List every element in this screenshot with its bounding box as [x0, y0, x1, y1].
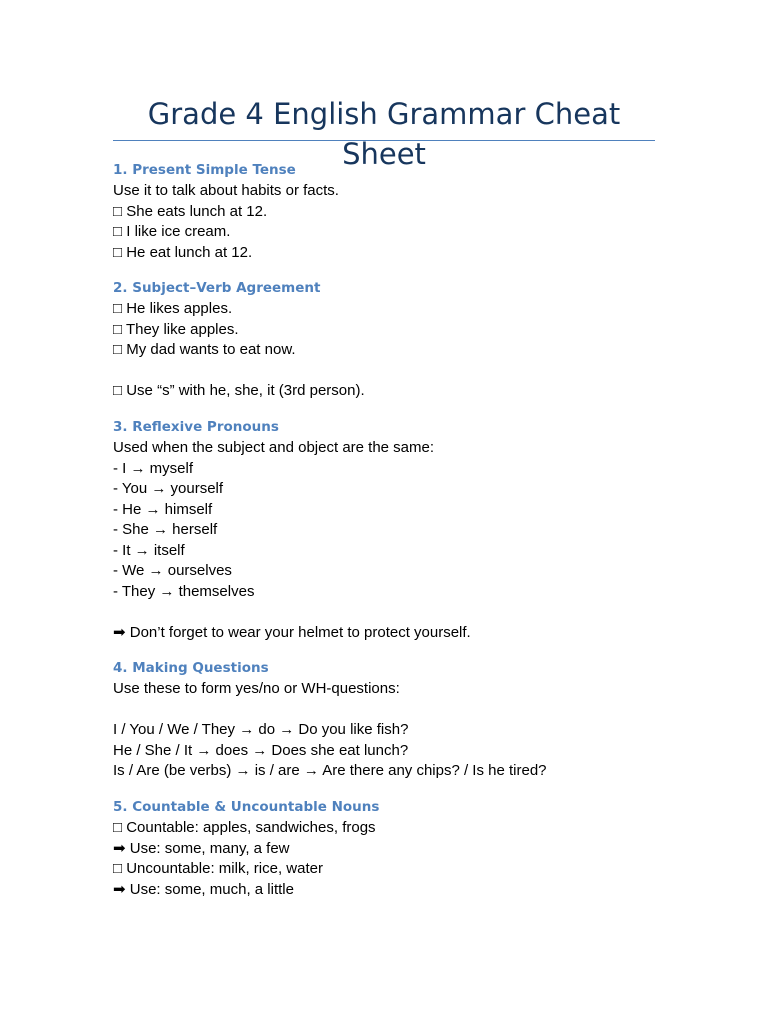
section-heading: 3. Reflexive Pronouns	[113, 419, 279, 435]
section-making-questions	[113, 657, 655, 782]
section-line: □ Use “s” with he, she, it (3rd person).	[113, 382, 365, 399]
section-line: Used when the subject and object are the same:	[113, 439, 435, 456]
section-line: Is / Are (be verbs) → is / are → Are there any chips? / Is he tired?	[113, 762, 547, 779]
section-heading: 2. Subject–Verb Agreement	[113, 280, 321, 296]
section-line: □ They like apples.	[113, 320, 239, 338]
section-line: □ Uncountable: milk, rice, water	[113, 860, 323, 877]
section-line: □ He eat lunch at 12.	[113, 243, 253, 261]
section-countable-uncountable	[113, 796, 655, 900]
section-line: - She → herself	[113, 521, 218, 538]
section-line: - It → itself	[113, 541, 185, 559]
blank-line	[113, 602, 655, 623]
section-reflexive-pronouns	[113, 416, 655, 643]
blank-line	[113, 361, 655, 382]
section-line: - You → yourself	[113, 480, 224, 497]
section-heading: 4. Making Questions	[113, 660, 269, 676]
section-heading: 5. Countable & Uncountable Nouns	[113, 799, 380, 815]
section-line: Use it to talk about habits or facts.	[113, 182, 339, 199]
section-line: Use these to form yes/no or WH-questions:	[113, 680, 400, 697]
section-line: □ My dad wants to eat now.	[113, 341, 296, 358]
section-heading: 1. Present Simple Tense	[113, 162, 296, 178]
section-line: ➡ Use: some, many, a few	[113, 839, 290, 857]
section-line: ➡ Don’t forget to wear your helmet to protect yourself.	[113, 623, 471, 641]
section-line: □ He likes apples.	[113, 300, 233, 317]
section-present-simple	[113, 159, 655, 263]
section-line: - We → ourselves	[113, 562, 232, 579]
page-title: Grade 4 English Grammar Cheat Sheet	[147, 97, 621, 171]
section-line: - They → themselves	[113, 582, 255, 600]
section-line: - He → himself	[113, 500, 213, 518]
section-line: □ Countable: apples, sandwiches, frogs	[113, 819, 376, 836]
blank-line	[113, 700, 655, 721]
section-line: I / You / We / They → do → Do you like fish?	[113, 721, 409, 738]
section-line: He / She / It → does → Does she eat lunch?	[113, 741, 409, 759]
section-line: - I → myself	[113, 459, 194, 477]
section-subject-verb-agreement	[113, 277, 655, 402]
section-line: □ I like ice cream.	[113, 223, 231, 240]
section-line: ➡ Use: some, much, a little	[113, 880, 294, 898]
section-line: □ She eats lunch at 12.	[113, 202, 268, 220]
